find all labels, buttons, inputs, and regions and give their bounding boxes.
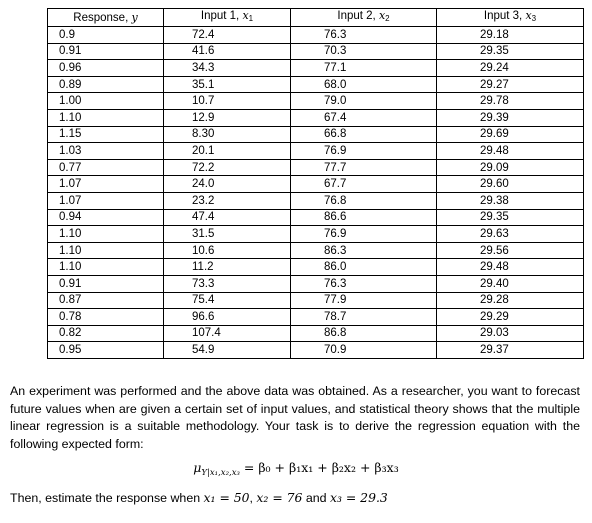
table-row bbox=[48, 292, 584, 309]
table-cell: 0.82 bbox=[48, 325, 164, 342]
table-row bbox=[48, 226, 584, 243]
table-cell: 29.35 bbox=[437, 43, 584, 60]
header-input-1: Input 1, $x_1$ bbox=[164, 9, 291, 27]
table-cell: 76.3 bbox=[291, 27, 437, 44]
table-cell: 0.9 bbox=[48, 27, 164, 44]
table-cell: 76.9 bbox=[291, 143, 437, 160]
table-row bbox=[48, 43, 584, 60]
table-cell: 1.15 bbox=[48, 126, 164, 143]
table-cell: 70.9 bbox=[291, 342, 437, 359]
equation-rhs: = β₀ + β₁x₁ + β₂x₂ + β₃x₃ bbox=[243, 460, 399, 475]
table-cell: 29.39 bbox=[437, 109, 584, 126]
table-cell: 29.18 bbox=[437, 27, 584, 44]
table-cell: 24.0 bbox=[164, 176, 291, 193]
table-cell: 29.48 bbox=[437, 143, 584, 160]
table-cell: 20.1 bbox=[164, 143, 291, 160]
table-cell: 11.2 bbox=[164, 259, 291, 276]
table-cell: 77.7 bbox=[291, 159, 437, 176]
table-cell: 0.96 bbox=[48, 60, 164, 77]
table-cell: 29.27 bbox=[437, 76, 584, 93]
table-cell: 0.89 bbox=[48, 76, 164, 93]
table-row bbox=[48, 325, 584, 342]
table-cell: 29.69 bbox=[437, 126, 584, 143]
table-cell: 0.91 bbox=[48, 43, 164, 60]
table-cell: 29.24 bbox=[437, 60, 584, 77]
table-row bbox=[48, 342, 584, 359]
table-cell: 54.9 bbox=[164, 342, 291, 359]
table-row bbox=[48, 93, 584, 110]
table-cell: 1.00 bbox=[48, 93, 164, 110]
table-cell: 29.40 bbox=[437, 275, 584, 292]
table-cell: 1.10 bbox=[48, 109, 164, 126]
table-cell: 29.60 bbox=[437, 176, 584, 193]
table-cell: 86.3 bbox=[291, 242, 437, 259]
table-row bbox=[48, 275, 584, 292]
table-cell: 29.03 bbox=[437, 325, 584, 342]
table-cell: 68.0 bbox=[291, 76, 437, 93]
table-cell: 0.77 bbox=[48, 159, 164, 176]
closing-x3: x₃ = 29.3 bbox=[329, 490, 388, 505]
table-row bbox=[48, 159, 584, 176]
table-cell: 77.1 bbox=[291, 60, 437, 77]
table-cell: 75.4 bbox=[164, 292, 291, 309]
table-cell: 29.37 bbox=[437, 342, 584, 359]
table-cell: 1.10 bbox=[48, 226, 164, 243]
table-row bbox=[48, 259, 584, 276]
table-cell: 73.3 bbox=[164, 275, 291, 292]
table-cell: 29.29 bbox=[437, 309, 584, 326]
table-cell: 0.87 bbox=[48, 292, 164, 309]
table-row bbox=[48, 242, 584, 259]
table-cell: 10.6 bbox=[164, 242, 291, 259]
data-table bbox=[47, 8, 584, 359]
table-cell: 29.56 bbox=[437, 242, 584, 259]
closing-separator: , bbox=[249, 491, 257, 505]
table-header-row bbox=[48, 9, 584, 27]
closing-x1: x₁ = 50 bbox=[203, 490, 250, 505]
equation-lhs-subscript: Y|x₁,x₂,x₃ bbox=[201, 468, 240, 478]
table-row bbox=[48, 309, 584, 326]
table-cell: 79.0 bbox=[291, 93, 437, 110]
table-row bbox=[48, 60, 584, 77]
regression-equation bbox=[0, 460, 592, 478]
table-cell: 35.1 bbox=[164, 76, 291, 93]
table-cell: 8.30 bbox=[164, 126, 291, 143]
table-cell: 72.4 bbox=[164, 27, 291, 44]
table-cell: 29.63 bbox=[437, 226, 584, 243]
table-row bbox=[48, 176, 584, 193]
header-response: Response, y bbox=[48, 9, 164, 27]
closing-x2: x₂ = 76 bbox=[256, 490, 303, 505]
table-cell: 1.07 bbox=[48, 192, 164, 209]
table-cell: 41.6 bbox=[164, 43, 291, 60]
table-row bbox=[48, 109, 584, 126]
table-cell: 107.4 bbox=[164, 325, 291, 342]
table-cell: 66.8 bbox=[291, 126, 437, 143]
table-cell: 29.48 bbox=[437, 259, 584, 276]
table-cell: 47.4 bbox=[164, 209, 291, 226]
table-cell: 77.9 bbox=[291, 292, 437, 309]
table-cell: 67.7 bbox=[291, 176, 437, 193]
table-cell: 96.6 bbox=[164, 309, 291, 326]
closing-and: and bbox=[302, 491, 330, 505]
table-cell: 10.7 bbox=[164, 93, 291, 110]
table-cell: 76.3 bbox=[291, 275, 437, 292]
table-cell: 12.9 bbox=[164, 109, 291, 126]
table-cell: 29.38 bbox=[437, 192, 584, 209]
table-cell: 86.8 bbox=[291, 325, 437, 342]
header-input-2: Input 2, $x_2$ bbox=[291, 9, 437, 27]
table-cell: 1.10 bbox=[48, 242, 164, 259]
table-cell: 70.3 bbox=[291, 43, 437, 60]
table-cell: 29.35 bbox=[437, 209, 584, 226]
table-cell: 1.10 bbox=[48, 259, 164, 276]
closing-sentence bbox=[10, 490, 388, 505]
table-row bbox=[48, 76, 584, 93]
problem-paragraph: An experiment was performed and the above data was obtained. As a researcher, you want to forecast future values when are given a certain set of input values, and statistical theory shows that the multiple linear regression is a suitable methodology. Your task is to derive the regression equation with the following expected form: bbox=[10, 384, 580, 451]
table-row bbox=[48, 27, 584, 44]
table-cell: 72.2 bbox=[164, 159, 291, 176]
table-cell: 86.6 bbox=[291, 209, 437, 226]
table-cell: 76.8 bbox=[291, 192, 437, 209]
closing-prefix: Then, estimate the response when bbox=[10, 491, 204, 505]
table-cell: 23.2 bbox=[164, 192, 291, 209]
table-cell: 86.0 bbox=[291, 259, 437, 276]
table-cell: 34.3 bbox=[164, 60, 291, 77]
table-cell: 67.4 bbox=[291, 109, 437, 126]
table-cell: 0.95 bbox=[48, 342, 164, 359]
table-row bbox=[48, 192, 584, 209]
table-row bbox=[48, 143, 584, 160]
table-cell: 0.91 bbox=[48, 275, 164, 292]
equation-lhs: μ bbox=[193, 460, 202, 475]
table-cell: 29.78 bbox=[437, 93, 584, 110]
table-row bbox=[48, 126, 584, 143]
table-cell: 0.78 bbox=[48, 309, 164, 326]
table-cell: 78.7 bbox=[291, 309, 437, 326]
header-input-3: Input 3, $x_3$ bbox=[437, 9, 584, 27]
table-cell: 76.9 bbox=[291, 226, 437, 243]
table-cell: 1.07 bbox=[48, 176, 164, 193]
table-body bbox=[48, 27, 584, 359]
table-row bbox=[48, 209, 584, 226]
table-cell: 29.09 bbox=[437, 159, 584, 176]
table-cell: 31.5 bbox=[164, 226, 291, 243]
table-cell: 29.28 bbox=[437, 292, 584, 309]
table-cell: 0.94 bbox=[48, 209, 164, 226]
table-cell: 1.03 bbox=[48, 143, 164, 160]
